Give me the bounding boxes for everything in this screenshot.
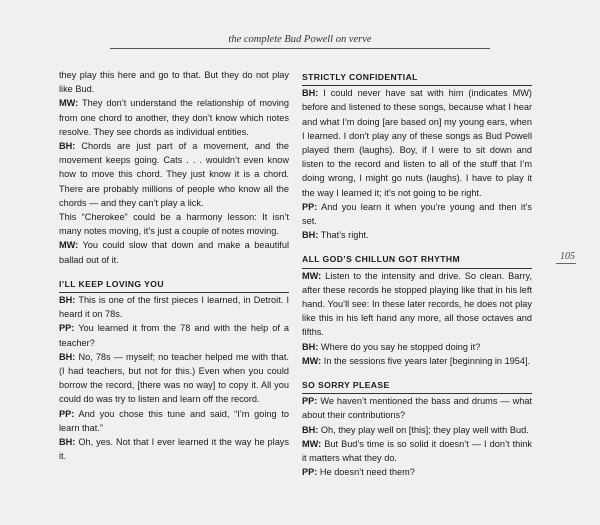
speaker-initials: MW:: [302, 270, 322, 281]
paragraph-text: Where do you say he stopped doing it?: [320, 341, 481, 352]
paragraph-text: They don’t understand the relationship of moving from one chord to another, they don’t know which notes resolve. They see chords as individual entities.: [59, 98, 289, 137]
paragraph-text: No, 78s — myself; no teacher helped me with that. (I had teachers, but not for this.) Even when you could borrow the record, [there was no way] to copy it. All you could do was try to listen and learn off the record.: [59, 351, 289, 405]
dialogue-paragraph: [302, 465, 532, 479]
paragraph-text: But Bud’s time is so solid it doesn’t — I don’t think it matters what they do.: [302, 438, 532, 464]
left-column: [59, 68, 289, 463]
dialogue-paragraph: [302, 423, 532, 437]
dialogue-paragraph: [59, 321, 289, 349]
section-gap: [302, 242, 532, 252]
paragraph-text: Listen to the intensity and drive. So clean. Barry, after these records he stopped playing like that in his left hand. You’ll see: In these later records, he does not play like this in his left hand any more, all those octaves and fifths.: [302, 270, 532, 338]
paragraph-text: This “Cherokee” could be a harmony lesson: It isn’t many notes moving, it’s just a couple of notes moving.: [59, 212, 289, 237]
paragraph-text: Chords are just part of a movement, and the movement keeps going. Cats . . . wouldn’t even know how to move this chord. They just know it is a chord. There are probably millions of people who know all the chords — and they can’t play a lick.: [59, 141, 289, 208]
paragraph-text: And you learn it when you’re young and then it’s set.: [302, 201, 532, 227]
speaker-initials: BH:: [302, 230, 319, 241]
speaker-initials: PP:: [302, 467, 318, 478]
dialogue-paragraph: [302, 269, 532, 340]
speaker-initials: MW:: [302, 355, 322, 366]
paragraph-text: they play this here and go to that. But they do not play like Bud.: [59, 70, 289, 95]
dialogue-paragraph: [302, 354, 532, 368]
dialogue-paragraph: [59, 210, 289, 238]
section-gap: [59, 267, 289, 277]
running-header: the complete Bud Powell on verve: [228, 34, 372, 45]
dialogue-paragraph: [59, 293, 289, 321]
speaker-initials: MW:: [59, 98, 79, 109]
dialogue-paragraph: [302, 228, 532, 242]
speaker-initials: BH:: [59, 437, 76, 448]
speaker-initials: PP:: [59, 408, 75, 419]
speaker-initials: PP:: [302, 201, 318, 212]
dialogue-paragraph: [302, 86, 532, 200]
speaker-initials: BH:: [302, 88, 319, 99]
section-heading: SO SORRY PLEASE: [302, 378, 532, 394]
speaker-initials: BH:: [302, 341, 319, 352]
dialogue-paragraph: [59, 96, 289, 139]
dialogue-paragraph: [59, 407, 289, 435]
dialogue-paragraph: [302, 340, 532, 354]
dialogue-paragraph: [302, 394, 532, 422]
dialogue-paragraph: [59, 350, 289, 407]
paragraph-text: And you chose this tune and said, “I’m going to learn that.”: [59, 408, 290, 433]
speaker-initials: PP:: [302, 396, 318, 407]
paragraph-text: Oh, yes. Not that I ever learned it the way he plays it.: [59, 437, 289, 462]
dialogue-paragraph: [59, 68, 289, 96]
speaker-initials: BH:: [302, 424, 319, 435]
dialogue-paragraph: [59, 139, 289, 210]
page-number: 105: [560, 251, 575, 262]
dialogue-paragraph: [59, 238, 289, 266]
speaker-initials: MW:: [302, 438, 322, 449]
speaker-initials: BH:: [59, 141, 76, 152]
speaker-initials: BH:: [59, 295, 76, 306]
right-column: [302, 68, 532, 479]
paragraph-text: This is one of the first pieces I learned, in Detroit. I heard it on 78s.: [59, 295, 290, 320]
dialogue-paragraph: [302, 437, 532, 465]
paragraph-text: He doesn’t need them?: [319, 467, 415, 478]
speaker-initials: MW:: [59, 240, 79, 251]
speaker-initials: PP:: [59, 323, 75, 334]
paragraph-text: You could slow that down and make a beautiful ballad out of it.: [59, 240, 289, 265]
section-heading: ALL GOD’S CHILLUN GOT RHYTHM: [302, 252, 532, 268]
paragraph-text: I could never have sat with him (indicates MW) before and listened to these songs, because what I hear and what I’m doing [are based on] my young ears, when I learned. I don’t play any of these songs as Bud Powell played them (laughs). Boy, if I were to sit down and listen to the record and listen to all of the stuff that I’m doing wrong, I might go nuts (laughs). I have to play it the way I learned it; it’s not going to be right.: [302, 88, 532, 198]
paragraph-text: That’s right.: [320, 230, 369, 241]
section-heading: STRICTLY CONFIDENTIAL: [302, 70, 532, 86]
paragraph-text: In the sessions five years later [beginning in 1954].: [323, 355, 531, 366]
dialogue-paragraph: [59, 435, 289, 463]
paragraph-text: You learned it from the 78 and with the help of a teacher?: [59, 323, 290, 348]
dialogue-paragraph: [302, 200, 532, 228]
paragraph-text: We haven’t mentioned the bass and drums — what about their contributions?: [302, 396, 532, 421]
paragraph-text: Oh, they play well on [this]; they play well with Bud.: [320, 424, 529, 435]
speaker-initials: BH:: [59, 351, 76, 362]
section-heading: I’LL KEEP LOVING YOU: [59, 277, 289, 293]
header-rule: [110, 48, 490, 49]
page-number-rule: [556, 263, 576, 264]
section-gap: [302, 368, 532, 378]
